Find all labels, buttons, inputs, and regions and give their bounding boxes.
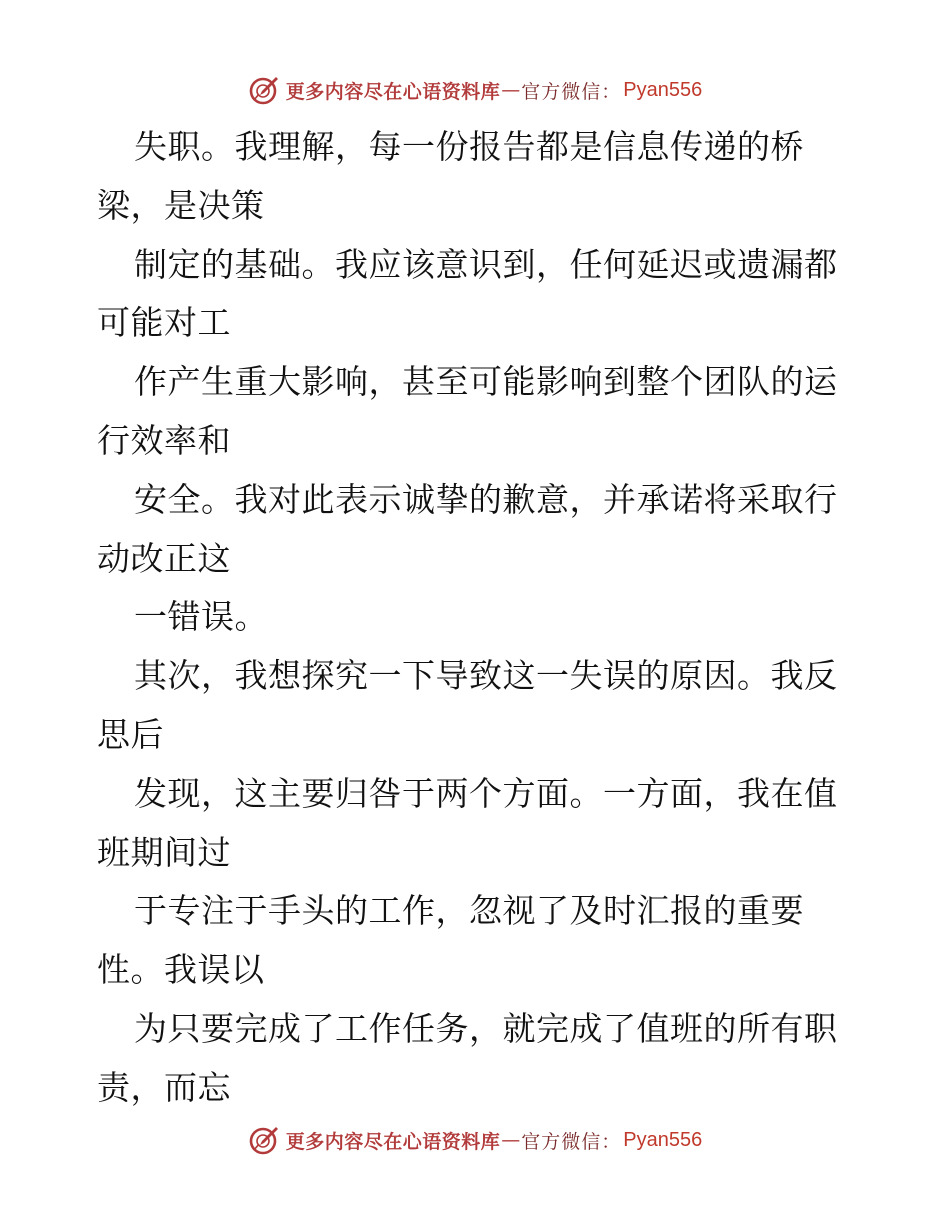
body-line: 一错误。 xyxy=(134,597,268,637)
document-body xyxy=(97,118,857,1118)
header-banner xyxy=(0,70,950,110)
header-banner-text xyxy=(286,77,703,104)
footer-wechat-id: Pyan556 xyxy=(623,1128,703,1151)
footer-banner-text xyxy=(286,1127,703,1154)
body-line: 于专注于手头的工作，忽视了及时汇报的重要 xyxy=(134,891,804,931)
body-line: 作产生重大影响，甚至可能影响到整个团队的运 xyxy=(134,362,838,402)
body-line: 制定的基础。我应该意识到，任何延迟或遗漏都 xyxy=(134,244,838,284)
body-line: 为只要完成了工作任务，就完成了值班的所有职 xyxy=(134,1008,838,1048)
quill-logo-icon xyxy=(248,1124,280,1156)
header-site-name: 更多内容尽在心语资料库 xyxy=(285,80,501,103)
header-official-label: 官方微信： xyxy=(521,80,622,103)
footer-dash: — xyxy=(501,1129,521,1151)
body-line: 安全。我对此表示诚挚的歉意，并承诺将采取行 xyxy=(134,479,838,519)
header-dash: — xyxy=(501,79,521,101)
body-line: 责，而忘 xyxy=(97,1067,231,1107)
body-line: 失职。我理解，每一份报告都是信息传递的桥 xyxy=(134,127,804,166)
body-line: 其次，我想探究一下导致这一失误的原因。我反 xyxy=(134,656,838,696)
body-line: 动改正这 xyxy=(97,538,231,578)
body-line: 发现，这主要归咎于两个方面。一方面，我在值 xyxy=(134,773,838,813)
footer-site-name: 更多内容尽在心语资料库 xyxy=(285,1130,501,1153)
header-wechat-id: Pyan556 xyxy=(623,78,703,101)
body-line: 性。我误以 xyxy=(97,950,265,990)
body-line: 思后 xyxy=(97,714,164,754)
footer-banner xyxy=(0,1120,950,1160)
footer-official-label: 官方微信： xyxy=(521,1130,622,1153)
body-line: 梁，是决策 xyxy=(97,185,265,225)
body-line: 班期间过 xyxy=(97,832,231,872)
body-line: 行效率和 xyxy=(97,420,231,460)
quill-logo-icon xyxy=(248,74,280,106)
body-line: 可能对工 xyxy=(97,303,231,343)
